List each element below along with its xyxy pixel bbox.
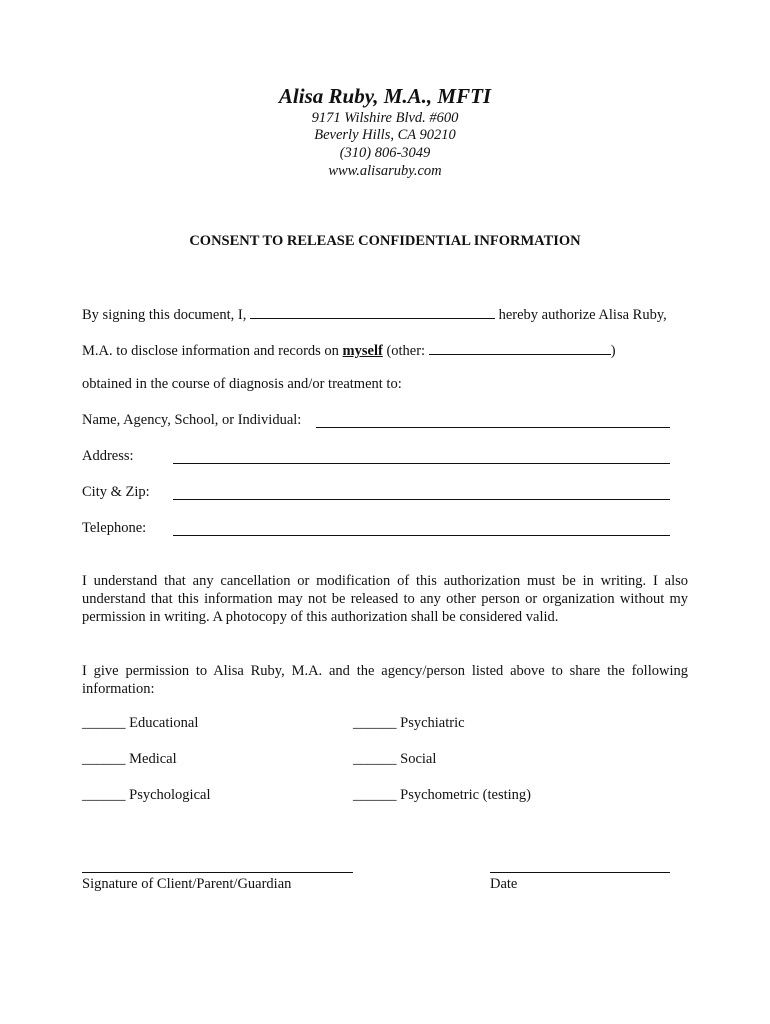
authorization-prefix: By signing this document, I, — [82, 307, 247, 323]
option-label: Psychological — [129, 787, 211, 803]
authorization-line-3: obtained in the course of diagnosis and/or treatment to: — [82, 376, 402, 392]
recipient-name-label: Name, Agency, School, or Individual: — [82, 412, 302, 428]
option-blank[interactable]: ______ — [353, 715, 397, 731]
option-blank[interactable]: ______ — [82, 715, 126, 731]
option-psychiatric[interactable] — [353, 715, 465, 732]
option-label: Psychiatric — [400, 715, 465, 731]
option-blank[interactable]: ______ — [82, 751, 126, 767]
city-zip-field[interactable] — [173, 499, 670, 500]
option-blank[interactable]: ______ — [82, 787, 126, 803]
authorization-line-1 — [82, 305, 667, 324]
authorization-line-2 — [82, 341, 616, 360]
city-zip-label: City & Zip: — [82, 484, 150, 500]
other-close: ) — [610, 343, 616, 359]
website: www.alisaruby.com — [328, 163, 442, 179]
street-address: 9171 Wilshire Blvd. #600 — [311, 110, 459, 126]
document-title: CONSENT TO RELEASE CONFIDENTIAL INFORMATION — [189, 233, 581, 249]
date-label: Date — [490, 876, 518, 892]
cancellation-paragraph: I understand that any cancellation or modification of this authorization must be in writing. I also understand that this information may not be released to any other person or organization without my permission in writing. A photocopy of this authorization shall be considered valid. — [82, 573, 688, 625]
option-psychological[interactable] — [82, 787, 210, 804]
other-label: (other: — [386, 343, 426, 359]
date-field[interactable] — [490, 872, 670, 873]
phone-number: (310) 806-3049 — [339, 145, 431, 161]
address-field[interactable] — [173, 463, 670, 464]
client-name-field[interactable] — [250, 305, 495, 319]
practitioner-name: Alisa Ruby, M.A., MFTI — [278, 84, 492, 108]
option-blank[interactable]: ______ — [353, 787, 397, 803]
disclose-text: M.A. to disclose information and records on — [82, 343, 339, 359]
telephone-field[interactable] — [173, 535, 670, 536]
option-label: Medical — [129, 751, 177, 767]
signature-field[interactable] — [82, 872, 353, 873]
option-medical[interactable] — [82, 751, 177, 768]
myself-option[interactable]: myself — [342, 343, 383, 359]
other-field[interactable] — [429, 341, 611, 355]
address-label: Address: — [82, 448, 134, 464]
option-label: Social — [400, 751, 437, 767]
permission-paragraph: I give permission to Alisa Ruby, M.A. and the agency/person listed above to share the following information: — [82, 663, 688, 697]
option-label: Psychometric (testing) — [400, 787, 532, 803]
city-address: Beverly Hills, CA 90210 — [314, 127, 456, 143]
option-social[interactable] — [353, 751, 436, 768]
authorization-suffix: hereby authorize Alisa Ruby, — [498, 307, 667, 323]
recipient-name-field[interactable] — [316, 427, 670, 428]
option-blank[interactable]: ______ — [353, 751, 397, 767]
option-label: Educational — [129, 715, 199, 731]
telephone-label: Telephone: — [82, 520, 147, 536]
signature-label: Signature of Client/Parent/Guardian — [82, 876, 292, 892]
option-psychometric[interactable] — [353, 787, 531, 804]
option-educational[interactable] — [82, 715, 198, 732]
